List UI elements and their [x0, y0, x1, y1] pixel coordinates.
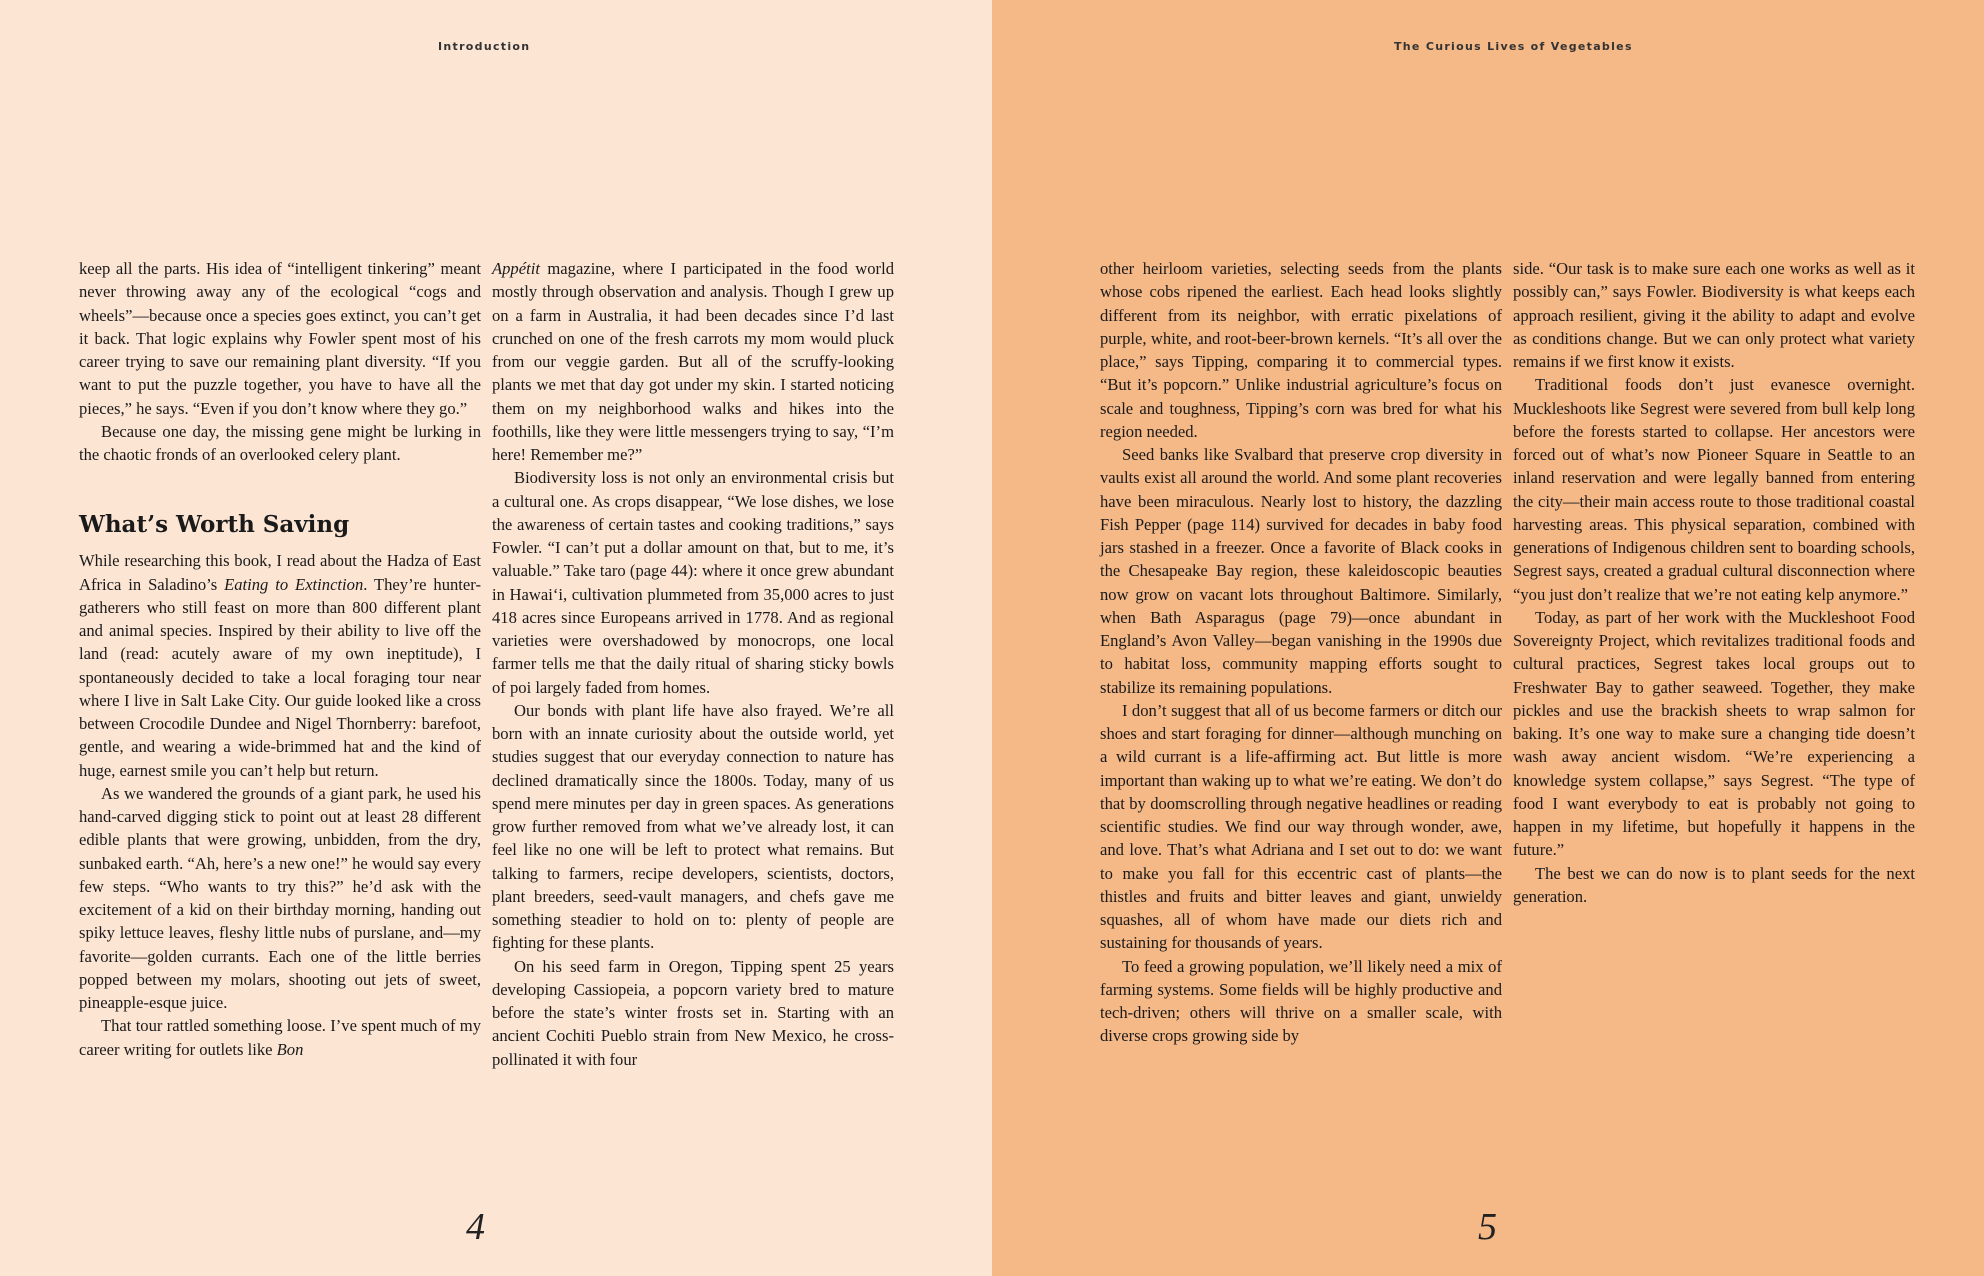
paragraph: That tour rattled something loose. I’ve spent much of my career writing for outlets like Bon: [79, 1016, 481, 1059]
page-number-left: 4: [466, 1206, 485, 1248]
paragraph: Seed banks like Svalbard that preserve crop diversity in vaults exist all around the world. And some plant recoveries have been miraculous. Nearly lost to history, the dazzling Fish Pepper (page 114) survived for decades in baby food jars stashed in a freezer. Once a favorite of Black cooks in the Chesapeake Bay region, these kaleidoscopic beauties now grow on vacant lots throughout Baltimore. Similarly, when Bath Asparagus (page 79)—once abundant in England’s Avon Valley—began vanishing in the 1990s due to habitat loss, community mapping efforts sought to stabilize its remaining populations.: [1100, 445, 1502, 697]
paragraph: keep all the parts. His idea of “intelligent tinkering” meant never throwing away any of the ecological “cogs and wheels”—because once a species goes extinct, you can’t get it back. That logic explains why Fowler spent most of his career trying to save our remaining plant diversity. “If you want to put the puzzle together, you have to have all the pieces,” he says. “Even if you don’t know where they go.”: [79, 259, 481, 418]
paragraph: To feed a growing population, we’ll likely need a mix of farming systems. Some fields will be highly productive and tech-driven; others will thrive on a smaller scale, with diverse crops growing side by: [1100, 956, 1502, 1046]
paragraph: Our bonds with plant life have also frayed. We’re all born with an innate curiosity about the outside world, yet studies suggest that our everyday connection to nature has declined dramatically since the 1800s. Today, many of us spend mere minutes per day in green spaces. As generations grow further removed from what we’ve already lost, it can feel like no one will be left to protect what remains. But talking to farmers, recipe developers, scientists, doctors, plant breeders, seed-vault managers, and chefs gave me something steadier to hold on to: plenty of people are fighting for these plants.: [492, 700, 894, 953]
paragraph: Appétit magazine, where I participated in the food world mostly through observation and analysis. Though I grew up on a farm in Australia, it had been decades since I’d last crunched on one of the fresh carrots my mom would pluck from our veggie garden. But all of the scruffy-looking plants we met that day got under my skin. I started noticing them on my neighborhood walks and hikes into the foothills, like they were little messengers trying to say, “I’m here! Remember me?”: [492, 259, 894, 464]
right-page: [992, 0, 1984, 1276]
paragraph: As we wandered the grounds of a giant park, he used his hand-carved digging stick to point out at least 28 different edible plants that were growing, unbidden, from the dry, sunbaked earth. “Ah, here’s a new one!” he would say every few steps. “Who wants to try this?” he’d ask with the excitement of a kid on their birthday morning, handing out spiky lettuce leaves, fleshy little nubs of purslane, and—my favorite—golden currants. Each one of the little berries popped between my molars, shooting out jets of sweet, pineapple-esque juice.: [79, 783, 481, 1012]
running-head-left: Introduction: [438, 40, 531, 53]
magazine-title: Appétit: [492, 259, 540, 278]
book-title: Eating to Extinction: [224, 574, 364, 594]
paragraph: side. “Our task is to make sure each one works as well as it possibly can,” says Fowler. Biodiversity is what keeps each approach resilient, giving it the ability to adapt and evolve as conditions change. But we can only protect what variety remains if we first know it exists.: [1513, 259, 1915, 371]
page-number-right: 5: [1478, 1206, 1497, 1248]
right-column-2: [1513, 257, 1915, 908]
running-head-right: The Curious Lives of Vegetables: [1394, 40, 1633, 53]
paragraph: I don’t suggest that all of us become farmers or ditch our shoes and start foraging for dinner—although munching on a wild currant is a life-affirming act. But little is more important than waking up to what we’re eating. We don’t do that by doomscrolling through negative headlines or reading scientific studies. We find our way through wonder, awe, and love. That’s what Adriana and I set out to do: we want to make you fall for this eccentric cast of plants—the thistles and fruits and bitter leaves and giant, unwieldy squashes, all of whom have made our diets rich and sustaining for thousands of years.: [1100, 700, 1502, 953]
left-column-1: [79, 257, 481, 1061]
paragraph: other heirloom varieties, selecting seeds from the plants whose cobs ripened the earliest. Each head looks slightly different from its neighbor, with erratic pixelations of purple, white, and root-beer-brown kernels. “It’s all over the place,” says Tipping, comparing it to commercial types. “But it’s popcorn.” Unlike industrial agriculture’s focus on scale and toughness, Tipping’s corn was bred for what his region needed.: [1100, 259, 1502, 441]
magazine-title: Bon: [276, 1039, 304, 1059]
paragraph: While researching this book, I read about the Hadza of East Africa in Saladino’s Eating to Extinction. They’re hunter-gatherers who still feast on more than 800 different plant and animal species. Inspired by their ability to live off the land (read: acutely aware of my own ineptitude), I spontaneously decided to take a local foraging tour near where I live in Salt Lake City. Our guide looked like a cross between Crocodile Dundee and Nigel Thornberry: barefoot, gentle, and wearing a wide-brimmed hat and the kind of huge, earnest smile you can’t help but return.: [79, 551, 481, 780]
paragraph: Today, as part of her work with the Muckleshoot Food Sovereignty Project, which revitalizes traditional foods and cultural practices, Segrest takes local groups out to Freshwater Bay to gather seaweed. Together, they make pickles and use the brackish sheets to wrap salmon for baking. It’s one way to make sure a changing tide doesn’t wash away ancient wisdom. “We’re experiencing a knowledge system collapse,” says Segrest. “The type of food I want everybody to eat is probably not going to happen in my lifetime, but hopefully it happens in the future.”: [1513, 607, 1915, 860]
right-column-1: [1100, 257, 1502, 1048]
left-column-2: [492, 257, 894, 1071]
paragraph: Traditional foods don’t just evanesce overnight. Muckleshoots like Segrest were severed from bull kelp long before the forests started to collapse. Her ancestors were forced out of what’s now Pioneer Square in Seattle to an inland reservation and were legally banned from entering the city—their main access route to those traditional coastal harvesting areas. This physical separation, combined with generations of Indigenous children sent to boarding schools, Segrest says, created a gradual cultural disconnection where “you just don’t realize that we’re not eating kelp anymore.”: [1513, 375, 1915, 604]
paragraph: Biodiversity loss is not only an environmental crisis but a cultural one. As crops disappear, “We lose dishes, we lose the awareness of certain tastes and cooking traditions,” says Fowler. “I can’t put a dollar amount on that, but to me, it’s valuable.” Take taro (page 44): where it once grew abundant in Hawai‘i, cultivation plummeted from 35,000 acres to just 418 acres since Europeans arrived in 1778. And as regional varieties were overshadowed by monocrops, one local farmer tells me that the daily ritual of sharing sticky bowls of poi largely faded from homes.: [492, 468, 894, 697]
paragraph: Because one day, the missing gene might be lurking in the chaotic fronds of an overlooked celery plant.: [79, 421, 481, 464]
paragraph: The best we can do now is to plant seeds for the next generation.: [1513, 863, 1915, 906]
section-heading: What’s Worth Saving: [79, 511, 350, 539]
paragraph: On his seed farm in Oregon, Tipping spent 25 years developing Cassiopeia, a popcorn variety bred to mature before the state’s winter frosts set in. Starting with an ancient Cochiti Pueblo strain from New Mexico, he cross-pollinated it with four: [492, 956, 894, 1069]
